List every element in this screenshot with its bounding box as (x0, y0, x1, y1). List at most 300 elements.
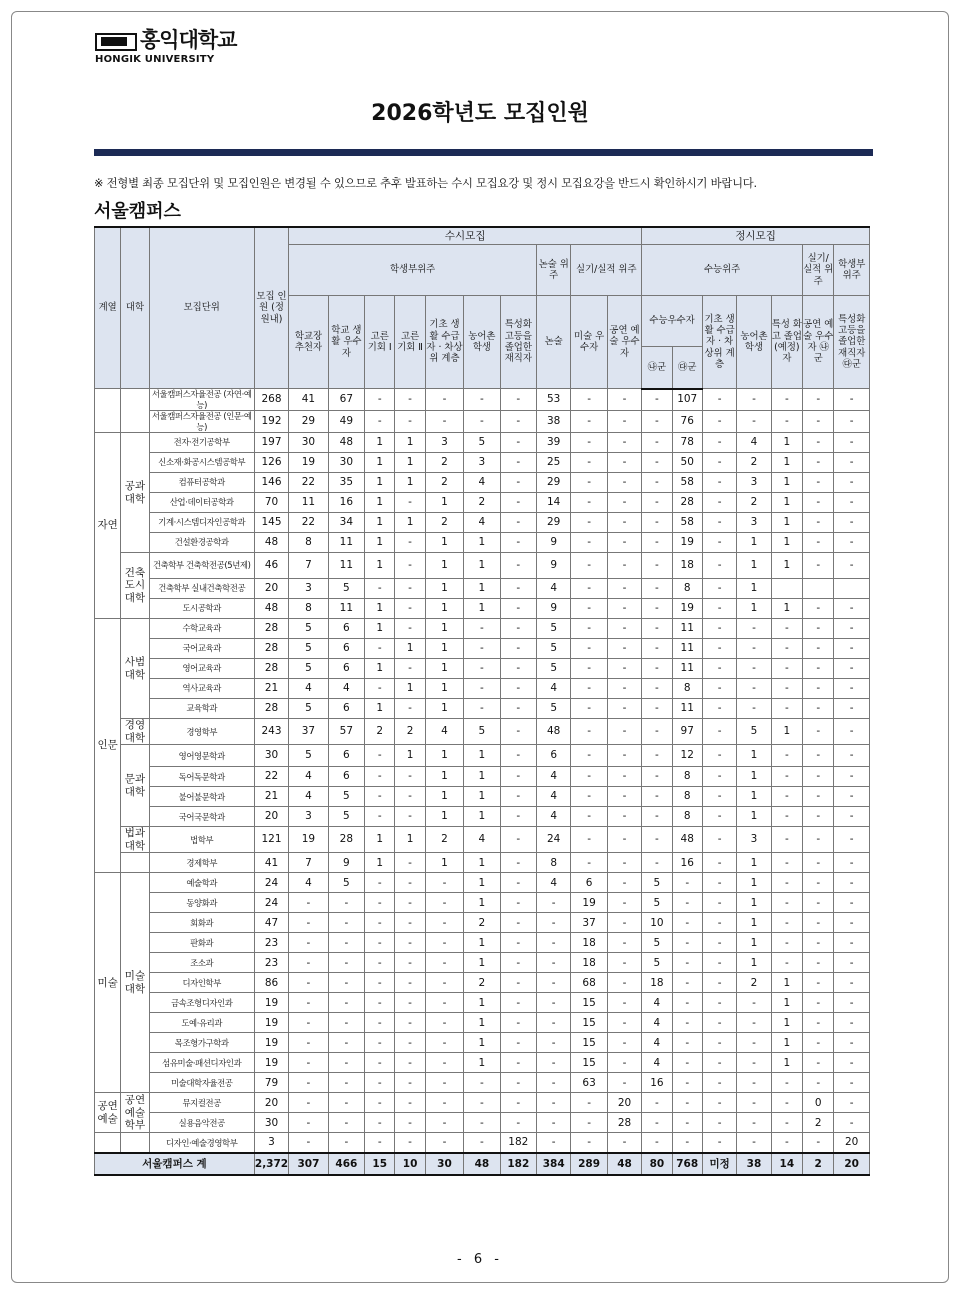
cell-value: - (834, 973, 870, 993)
cell-value: - (702, 933, 736, 953)
cell-value: 1 (737, 579, 771, 599)
cell-value: - (803, 553, 834, 579)
cell-value: - (607, 1013, 641, 1033)
cell-value: - (771, 639, 802, 659)
cell-value: - (500, 719, 536, 745)
cell-value: - (571, 533, 607, 553)
cell-value: 1 (771, 533, 802, 553)
cell-value: - (607, 619, 641, 639)
cell-value: 1 (365, 473, 395, 493)
table-row (95, 1053, 870, 1073)
unit-name: 영어교육과 (149, 659, 254, 679)
cell-value: - (607, 893, 641, 913)
cell-value: - (425, 389, 463, 411)
unit-name: 미술대학자율전공 (149, 1073, 254, 1093)
cell-value: 1 (464, 853, 500, 873)
cell-value: - (834, 433, 870, 453)
cell-value: 1 (464, 953, 500, 973)
cell-value: 28 (254, 619, 288, 639)
cell-value: - (702, 453, 736, 473)
cell-value: - (500, 745, 536, 767)
cell-value: 1 (771, 453, 802, 473)
cell-value: - (771, 913, 802, 933)
cell-value: - (702, 767, 736, 787)
cell-value: - (395, 533, 425, 553)
cell-value: - (803, 1033, 834, 1053)
cell-value: - (571, 473, 607, 493)
cell-value: - (395, 1113, 425, 1133)
cell-value: - (642, 513, 672, 533)
cell-value: 1 (395, 827, 425, 853)
cell-value: - (803, 619, 834, 639)
cell-value: - (500, 767, 536, 787)
cell-value: 7 (289, 553, 328, 579)
cell-value: - (464, 699, 500, 719)
cell-value: - (365, 1073, 395, 1093)
cell-value: - (425, 953, 463, 973)
cell-value: - (642, 827, 672, 853)
cell-value: - (702, 953, 736, 973)
unit-name: 경영학부 (149, 719, 254, 745)
cell-value: - (607, 787, 641, 807)
group-cell (95, 389, 121, 433)
cell-value: - (571, 639, 607, 659)
cell-value: - (702, 913, 736, 933)
cell-value: - (642, 533, 672, 553)
cell-value: 39 (537, 433, 571, 453)
cell-value: 2 (395, 719, 425, 745)
cell-value: - (328, 1073, 364, 1093)
cell-value: - (500, 993, 536, 1013)
cell-value: 29 (537, 513, 571, 533)
cell-value: 1 (464, 533, 500, 553)
cell-value: 1 (771, 473, 802, 493)
total-value: 2 (803, 1153, 834, 1175)
cell-value: - (672, 1113, 702, 1133)
cell-value: - (537, 1093, 571, 1113)
college-engineering: 공과 대학 (121, 433, 149, 553)
cell-value: - (803, 993, 834, 1013)
cell-value: - (571, 719, 607, 745)
cell-value: - (607, 745, 641, 767)
cell-value: 243 (254, 719, 288, 745)
cell-value: - (771, 853, 802, 873)
cell-value: - (803, 1013, 834, 1033)
logo-mark-icon (95, 33, 135, 49)
cell-value: - (642, 719, 672, 745)
cell-value: - (834, 827, 870, 853)
cell-value: 14 (537, 493, 571, 513)
cell-value: - (771, 1113, 802, 1133)
cell-value: - (365, 1093, 395, 1113)
cell-value: - (702, 679, 736, 699)
header-col-performing: 공연 예술 우수자 (607, 296, 641, 389)
college-business: 경영 대학 (121, 719, 149, 745)
cell-value: - (500, 787, 536, 807)
cell-value: - (328, 993, 364, 1013)
cell-value: 9 (537, 533, 571, 553)
college-cell (121, 853, 149, 873)
cell-value: - (500, 827, 536, 853)
cell-value: 1 (365, 433, 395, 453)
cell-value: - (571, 1093, 607, 1113)
cell-value: 1 (737, 767, 771, 787)
cell-value: - (834, 1093, 870, 1113)
total-value: 14 (771, 1153, 802, 1175)
table-row (95, 659, 870, 679)
table-row (95, 579, 870, 599)
cell-value: 2 (737, 973, 771, 993)
cell-value: 4 (464, 513, 500, 533)
cell-value: - (571, 453, 607, 473)
unit-name: 뮤지컬전공 (149, 1093, 254, 1113)
cell-value: - (702, 513, 736, 533)
cell-value: - (500, 411, 536, 433)
table-row (95, 767, 870, 787)
header-js-vocational: 특성 화고 졸업 (예정) 자 (771, 296, 802, 389)
cell-value: - (607, 767, 641, 787)
cell-value: 79 (254, 1073, 288, 1093)
cell-value: 107 (672, 389, 702, 411)
cell-value: 11 (672, 619, 702, 639)
cell-value: - (702, 719, 736, 745)
cell-value: - (395, 913, 425, 933)
cell-value: 2 (803, 1113, 834, 1133)
cell-value: - (607, 639, 641, 659)
cell-value: 8 (672, 767, 702, 787)
cell-value: - (425, 913, 463, 933)
unit-name: 금속조형디자인과 (149, 993, 254, 1013)
cell-value: 3 (425, 433, 463, 453)
cell-value: - (803, 767, 834, 787)
cell-value: - (642, 853, 672, 873)
cell-value: - (834, 787, 870, 807)
cell-value: - (642, 579, 672, 599)
cell-value: 6 (328, 745, 364, 767)
cell-value: - (607, 513, 641, 533)
cell-value: 1 (395, 639, 425, 659)
cell-value: - (702, 993, 736, 1013)
cell-value: - (702, 1053, 736, 1073)
cell-value: 4 (642, 1033, 672, 1053)
cell-value: - (672, 1093, 702, 1113)
cell-value: - (395, 853, 425, 873)
header-quota: 모집 인원 (정원내) (254, 227, 288, 389)
cell-value: - (500, 1033, 536, 1053)
cell-value: - (672, 913, 702, 933)
cell-value: 70 (254, 493, 288, 513)
cell-value: - (571, 389, 607, 411)
cell-value: - (803, 807, 834, 827)
college-liberal-arts: 문과 대학 (121, 745, 149, 827)
cell-value: - (395, 933, 425, 953)
cell-value: - (834, 953, 870, 973)
cell-value: - (395, 659, 425, 679)
cell-value: - (607, 827, 641, 853)
cell-value: - (803, 493, 834, 513)
header-js-vocational-worker: 특성화 고등을 졸업한 재직자 ㉰군 (834, 296, 870, 389)
cell-value: 5 (328, 579, 364, 599)
total-row (95, 1153, 870, 1175)
admission-quota-table (94, 226, 870, 1176)
cell-value: - (803, 745, 834, 767)
cell-value: 2 (425, 473, 463, 493)
cell-value: - (571, 433, 607, 453)
cell-value: - (537, 973, 571, 993)
cell-value: 4 (289, 873, 328, 893)
cell-value: 22 (289, 513, 328, 533)
cell-value: - (834, 1113, 870, 1133)
cell-value: 1 (425, 659, 463, 679)
table-row (95, 1113, 870, 1133)
cell-value: 19 (289, 827, 328, 853)
cell-value: - (803, 411, 834, 433)
cell-value: - (771, 827, 802, 853)
cell-value: 6 (328, 767, 364, 787)
cell-value: 5 (537, 699, 571, 719)
cell-value: 11 (672, 659, 702, 679)
cell-value: - (395, 411, 425, 433)
cell-value: - (737, 1053, 771, 1073)
cell-value: 1 (771, 513, 802, 533)
cell-value: 11 (328, 599, 364, 619)
cell-value: - (607, 993, 641, 1013)
cell-value: - (365, 1053, 395, 1073)
cell-value: - (771, 389, 802, 411)
cell-value: 6 (328, 619, 364, 639)
unit-name: 불어불문학과 (149, 787, 254, 807)
cell-value: - (771, 873, 802, 893)
header-js-rural: 농어촌 학생 (737, 296, 771, 389)
cell-value: 1 (425, 619, 463, 639)
cell-value: - (328, 1133, 364, 1153)
cell-value: 2 (425, 513, 463, 533)
cell-value: - (395, 1093, 425, 1113)
cell-value: - (365, 679, 395, 699)
cell-value: - (737, 1013, 771, 1033)
cell-value: 48 (672, 827, 702, 853)
cell-value: - (395, 807, 425, 827)
cell-value: - (642, 1113, 672, 1133)
cell-value: - (672, 1073, 702, 1093)
cell-value: - (500, 1093, 536, 1113)
cell-value: 121 (254, 827, 288, 853)
cell-value: - (834, 699, 870, 719)
cell-value: 5 (537, 659, 571, 679)
cell-value: 23 (254, 933, 288, 953)
cell-value: 24 (254, 893, 288, 913)
cell-value: 4 (464, 827, 500, 853)
cell-value: - (803, 533, 834, 553)
table-row (95, 1033, 870, 1053)
cell-value: - (571, 619, 607, 639)
cell-value: - (425, 1113, 463, 1133)
college-cell (121, 389, 149, 433)
cell-value: - (365, 933, 395, 953)
cell-value: - (289, 1093, 328, 1113)
cell-value: - (642, 453, 672, 473)
cell-value: - (395, 973, 425, 993)
cell-value: 1 (771, 973, 802, 993)
cell-value: 4 (537, 679, 571, 699)
total-value: 2,372 (254, 1153, 288, 1175)
cell-value: 4 (537, 767, 571, 787)
cell-value: - (365, 873, 395, 893)
cell-value: - (803, 913, 834, 933)
cell-value: 2 (425, 827, 463, 853)
cell-value: 1 (737, 873, 771, 893)
header-col-equal-1: 고른 기회 Ⅰ (365, 296, 395, 389)
cell-value: - (395, 389, 425, 411)
cell-value: - (834, 1013, 870, 1033)
cell-value: 19 (289, 453, 328, 473)
cell-value: 15 (571, 1053, 607, 1073)
total-value: 768 (672, 1153, 702, 1175)
cell-value: - (395, 953, 425, 973)
cell-value: - (425, 873, 463, 893)
table-row (95, 553, 870, 579)
cell-value: - (571, 579, 607, 599)
table-row (95, 953, 870, 973)
cell-value: - (537, 1113, 571, 1133)
total-value: 384 (537, 1153, 571, 1175)
cell-value: 9 (537, 599, 571, 619)
cell-value: 1 (425, 745, 463, 767)
cell-value: - (425, 1013, 463, 1033)
group-inmun: 인문 (95, 619, 121, 873)
cell-value: - (328, 953, 364, 973)
cell-value: 63 (571, 1073, 607, 1093)
cell-value: - (571, 767, 607, 787)
header-jeongsi: 정시모집 (642, 227, 870, 245)
cell-value: 8 (289, 599, 328, 619)
table-row (95, 913, 870, 933)
cell-value: - (642, 807, 672, 827)
cell-value: 22 (289, 473, 328, 493)
cell-value: 3 (737, 827, 771, 853)
cell-value: 2 (464, 913, 500, 933)
cell-value: - (500, 1013, 536, 1033)
page-title: 2026학년도 모집인원 (371, 101, 589, 126)
cell-value: - (672, 1033, 702, 1053)
cell-value: - (642, 679, 672, 699)
header-daehak: 대학 (121, 227, 149, 389)
cell-value: - (702, 619, 736, 639)
cell-value: - (642, 1133, 672, 1153)
table-row (95, 679, 870, 699)
unit-name: 역사교육과 (149, 679, 254, 699)
cell-value: 19 (254, 993, 288, 1013)
cell-value: - (607, 953, 641, 973)
cell-value: - (642, 699, 672, 719)
cell-value: - (395, 787, 425, 807)
cell-value: - (672, 873, 702, 893)
cell-value: 5 (289, 699, 328, 719)
cell-value: - (464, 659, 500, 679)
unit-name: 디자인·예술경영학부 (149, 1133, 254, 1153)
unit-name: 건축학부 실내건축학전공 (149, 579, 254, 599)
cell-value: - (500, 807, 536, 827)
cell-value: 6 (571, 873, 607, 893)
cell-value: 1 (425, 767, 463, 787)
cell-value: - (702, 787, 736, 807)
cell-value: - (425, 993, 463, 1013)
cell-value: - (672, 973, 702, 993)
cell-value: - (395, 1013, 425, 1033)
cell-value: - (672, 993, 702, 1013)
unit-name: 전자·전기공학부 (149, 433, 254, 453)
cell-value: - (803, 873, 834, 893)
cell-value: 23 (254, 953, 288, 973)
college-fine-arts: 미술 대학 (121, 873, 149, 1093)
cell-value: - (771, 933, 802, 953)
cell-value: 1 (464, 745, 500, 767)
group-jayeon: 자연 (95, 433, 121, 619)
cell-value: - (395, 893, 425, 913)
header-susi: 수시모집 (289, 227, 642, 245)
cell-value: - (803, 599, 834, 619)
cell-value: 4 (537, 579, 571, 599)
cell-value: - (365, 953, 395, 973)
cell-value: - (365, 807, 395, 827)
cell-value: - (571, 493, 607, 513)
cell-value: - (464, 679, 500, 699)
cell-value: - (365, 1113, 395, 1133)
cell-value: - (672, 1053, 702, 1073)
cell-value: - (803, 473, 834, 493)
cell-value: - (607, 533, 641, 553)
total-value: 38 (737, 1153, 771, 1175)
cell-value: - (607, 599, 641, 619)
table-row (95, 599, 870, 619)
cell-value: - (500, 659, 536, 679)
cell-value: - (803, 659, 834, 679)
logo-korean: 홍익대학교 (140, 28, 237, 52)
cell-value: - (500, 853, 536, 873)
cell-value: - (834, 853, 870, 873)
cell-value: 4 (289, 767, 328, 787)
cell-value: 19 (254, 1033, 288, 1053)
cell-value: 192 (254, 411, 288, 433)
cell-value: 20 (254, 579, 288, 599)
cell-value: 7 (289, 853, 328, 873)
cell-value: - (537, 953, 571, 973)
cell-value: - (365, 1133, 395, 1153)
cell-value: - (702, 745, 736, 767)
cell-value: - (672, 893, 702, 913)
cell-value: 53 (537, 389, 571, 411)
cell-value: 3 (289, 579, 328, 599)
cell-value: - (464, 1073, 500, 1093)
header-js-basic-living: 기초 생활 수급자 · 차상위 계층 (702, 296, 736, 389)
cell-value: - (702, 1133, 736, 1153)
cell-value: - (803, 433, 834, 453)
cell-value: - (642, 389, 672, 411)
cell-value: 1 (425, 533, 463, 553)
cell-value: - (607, 553, 641, 579)
unit-name: 서울캠퍼스자율전공 (인문·예능) (149, 411, 254, 433)
cell-value: 11 (672, 699, 702, 719)
cell-value: 6 (328, 659, 364, 679)
cell-value: - (702, 893, 736, 913)
cell-value: - (395, 579, 425, 599)
cell-value: 24 (254, 873, 288, 893)
unit-name: 목조형가구학과 (149, 1033, 254, 1053)
cell-value: 8 (672, 787, 702, 807)
cell-value: 11 (672, 639, 702, 659)
cell-value: - (803, 893, 834, 913)
cell-value: 1 (425, 699, 463, 719)
